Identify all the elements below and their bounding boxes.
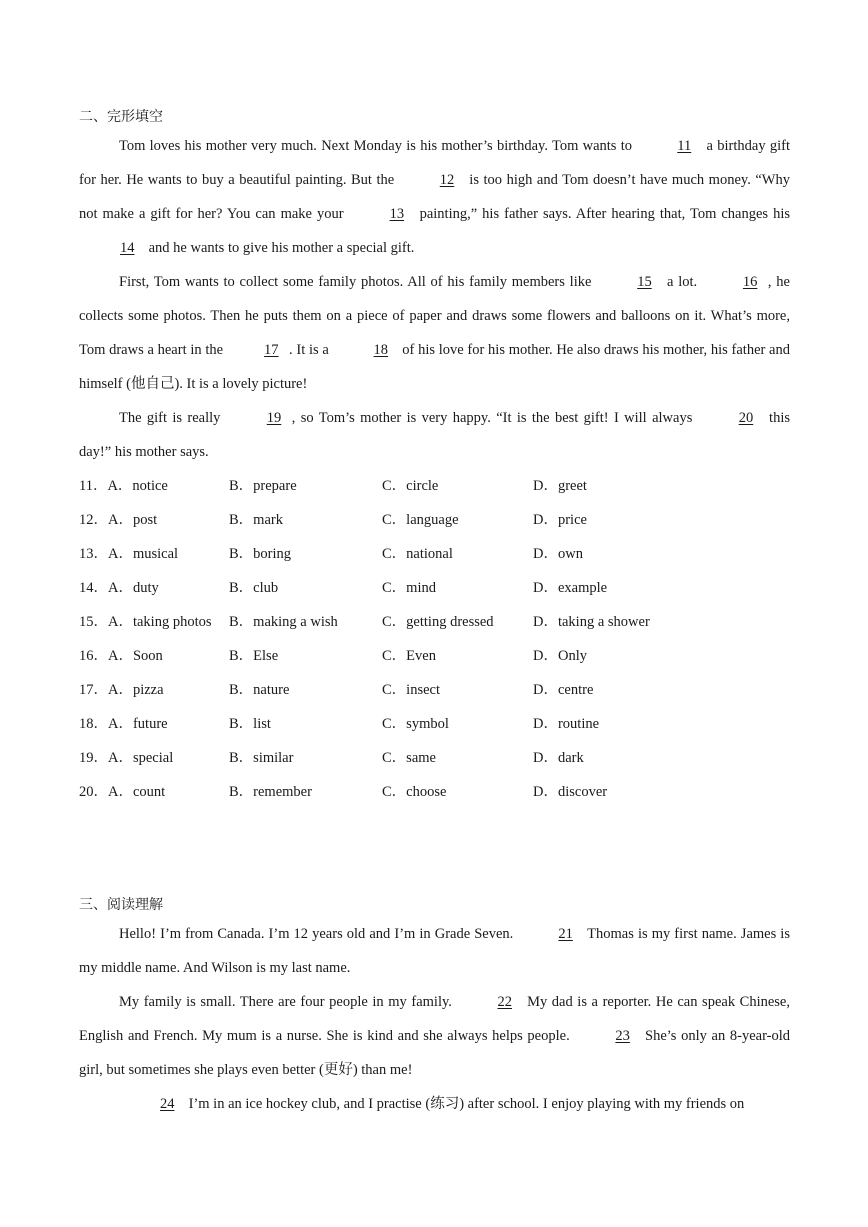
blank-20: 20 (738, 410, 754, 426)
cloze-paragraph-3: The gift is really 19 , so Tom’s mother is very happy. “It is the best gift! I will always 20 this day!” his mother says. (79, 401, 790, 469)
option-b: B．club (229, 580, 279, 596)
blank-15: 15 (637, 274, 652, 290)
option-b: B．nature (229, 682, 290, 698)
option-b: B．mark (229, 512, 283, 528)
option-b: B．remember (229, 784, 312, 800)
question-row-18 (79, 707, 790, 741)
reading-paragraph-1: Hello! I’m from Canada. I’m 12 years old and I’m in Grade Seven. 21 Thomas is my first name. James is my middle name. And Wilson is my last name. (79, 917, 790, 985)
section-heading-reading: 三、阅读理解 (79, 897, 163, 913)
question-row-13 (79, 537, 790, 571)
question-row-16 (79, 639, 790, 673)
answer-options (79, 469, 790, 809)
option-a: 18．A．future (79, 716, 168, 732)
option-d: D．own (533, 546, 583, 562)
blank-24: 24 (160, 1096, 175, 1112)
blank-16: 16 (742, 274, 758, 290)
option-c: C．circle (382, 478, 439, 494)
blank-21: 21 (558, 926, 573, 942)
option-d: D．routine (533, 716, 600, 732)
blank-19: 19 (266, 410, 282, 426)
option-d: D．Only (533, 648, 587, 664)
blank-13: 13 (389, 206, 405, 222)
question-row-14 (79, 571, 790, 605)
option-a: 14．A．duty (79, 580, 159, 596)
section-spacer (79, 809, 790, 893)
question-row-19 (79, 741, 790, 775)
option-a: 17．A．pizza (79, 682, 164, 698)
question-row-11 (79, 469, 790, 503)
option-c: C．Even (382, 648, 436, 664)
blank-11: 11 (677, 138, 692, 154)
reading-paragraph-3: 24 I’m in an ice hockey club, and I practise (练习) after school. I enjoy playing with my friends on (79, 1087, 790, 1121)
section-heading-cloze: 二、完形填空 (79, 109, 163, 125)
option-b: B．list (229, 716, 271, 732)
option-b: B．prepare (229, 478, 297, 494)
question-row-20 (79, 775, 790, 809)
option-b: B．boring (229, 546, 292, 562)
option-d: D．dark (533, 750, 584, 766)
option-d: D．price (533, 512, 587, 528)
option-a: 12．A．post (79, 512, 158, 528)
option-c: C．getting dressed (382, 614, 494, 630)
option-c: C．language (382, 512, 459, 528)
question-row-12 (79, 503, 790, 537)
cloze-paragraph-2: First, Tom wants to collect some family photos. All of his family members like 15 a lot. 16 , he collects some photos. Then he puts them on a piece of paper and draws some flowers and balloons on it. What’s more, Tom draws a heart in the 17 . It is a 18 of his love for his mother. He also draws his mother, his father and himself (他自己). It is a lovely picture! (79, 265, 790, 401)
option-a: 11．A．notice (79, 478, 168, 494)
reading-paragraph-2: My family is small. There are four people in my family. 22 My dad is a reporter. He can speak Chinese, English and French. My mum is a nurse. She is kind and she always helps people. 23 She’s only an 8-year-old girl, but sometimes she plays even better (更好) than me! (79, 985, 790, 1087)
option-a: 16．A．Soon (79, 648, 163, 664)
cloze-paragraph-1: Tom loves his mother very much. Next Monday is his mother’s birthday. Tom wants to 11 a birthday gift for her. He wants to buy a beautiful painting. But the 12 is too high and Tom doesn’t have much money. “Why not make a gift for her? You can make your 13 painting,” his father says. After hearing that, Tom changes his 14 and he wants to give his mother a special gift. (79, 129, 790, 265)
option-d: D．centre (533, 682, 594, 698)
option-c: C．symbol (382, 716, 449, 732)
option-b: B．Else (229, 648, 279, 664)
option-c: C．insect (382, 682, 440, 698)
option-d: D．greet (533, 478, 587, 494)
option-a: 20．A．count (79, 784, 166, 800)
option-a: 19．A．special (79, 750, 174, 766)
option-b: B．similar (229, 750, 294, 766)
option-d: D．taking a shower (533, 614, 650, 630)
option-d: D．example (533, 580, 608, 596)
option-c: C．national (382, 546, 453, 562)
document-page (79, 105, 790, 1121)
blank-17: 17 (264, 342, 279, 358)
option-c: C．choose (382, 784, 447, 800)
blank-22: 22 (497, 994, 512, 1010)
blank-18: 18 (373, 342, 389, 358)
option-c: C．same (382, 750, 436, 766)
question-row-17 (79, 673, 790, 707)
blank-23: 23 (615, 1028, 630, 1044)
option-c: C．mind (382, 580, 436, 596)
blank-14: 14 (120, 240, 135, 256)
option-d: D．discover (533, 784, 608, 800)
option-a: 13．A．musical (79, 546, 179, 562)
question-row-15 (79, 605, 790, 639)
blank-12: 12 (439, 172, 455, 188)
option-a: 15．A．taking photos (79, 614, 212, 630)
option-b: B．making a wish (229, 614, 338, 630)
